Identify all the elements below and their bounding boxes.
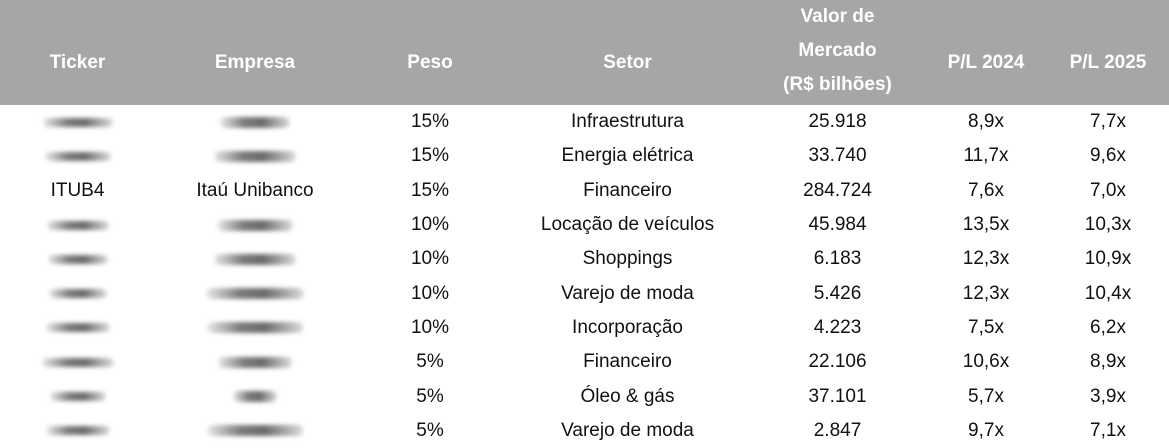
cell-ticker — [0, 414, 155, 448]
cell-pl2025: 10,4x — [1084, 282, 1132, 304]
header-setor: Setor — [505, 0, 750, 105]
empresa-redacted-blur — [220, 117, 290, 128]
empresa-redacted-blur — [233, 391, 277, 402]
cell-empresa — [155, 379, 355, 413]
empresa-redacted-blur — [206, 288, 304, 299]
ticker-redacted-blur — [49, 289, 107, 298]
cell-setor: Óleo & gás — [580, 385, 675, 407]
cell-peso: 10% — [410, 214, 450, 236]
cell-valor: 22.106 — [808, 351, 867, 373]
cell-pl2025: 10,9x — [1084, 248, 1132, 270]
header-valor-line2: Mercado — [798, 40, 877, 61]
empresa-redacted-blur — [217, 220, 293, 231]
table-row — [0, 174, 1169, 208]
cell-setor: Varejo de moda — [561, 419, 694, 441]
ticker-redacted-blur — [42, 358, 114, 367]
empresa-redacted-blur — [207, 322, 303, 333]
cell-setor: Infraestrutura — [571, 111, 684, 133]
ticker-redacted-blur — [45, 152, 111, 161]
cell-pl2025: 7,1x — [1090, 419, 1126, 441]
cell-ticker — [0, 139, 155, 173]
table-header — [0, 0, 1169, 105]
table-row — [0, 414, 1169, 448]
header-ticker: Ticker — [0, 0, 155, 105]
cell-valor: 6.183 — [813, 248, 862, 270]
table-row — [0, 105, 1169, 139]
ticker-redacted-blur — [46, 323, 110, 332]
cell-empresa: Itaú Unibanco — [196, 179, 314, 201]
cell-ticker: ITUB4 — [50, 179, 105, 201]
cell-empresa — [155, 345, 355, 379]
empresa-redacted-blur — [214, 254, 296, 265]
table-row — [0, 276, 1169, 310]
cell-pl2024: 8,9x — [968, 111, 1004, 133]
cell-setor: Varejo de moda — [561, 282, 694, 304]
cell-empresa — [155, 311, 355, 345]
cell-pl2025: 8,9x — [1090, 351, 1126, 373]
cell-empresa — [155, 242, 355, 276]
header-empresa: Empresa — [155, 0, 355, 105]
table-body — [0, 105, 1169, 448]
table-row — [0, 208, 1169, 242]
cell-empresa — [155, 276, 355, 310]
cell-peso: 15% — [410, 179, 450, 201]
cell-empresa — [155, 139, 355, 173]
cell-pl2025: 10,3x — [1084, 214, 1132, 236]
cell-pl2024: 10,6x — [962, 351, 1010, 373]
cell-peso: 5% — [416, 419, 444, 441]
cell-peso: 10% — [410, 248, 450, 270]
cell-ticker — [0, 242, 155, 276]
header-peso: Peso — [355, 0, 505, 105]
cell-empresa — [155, 414, 355, 448]
header-valor-line1: Valor de — [800, 6, 875, 27]
cell-pl2024: 12,3x — [962, 248, 1010, 270]
empresa-redacted-blur — [214, 151, 296, 162]
cell-ticker — [0, 208, 155, 242]
ticker-redacted-blur — [48, 255, 108, 264]
header-pl-2024: P/L 2024 — [925, 0, 1047, 105]
cell-setor: Shoppings — [582, 248, 673, 270]
ticker-redacted-blur — [46, 426, 110, 435]
cell-pl2024: 7,6x — [968, 179, 1004, 201]
cell-pl2024: 9,7x — [968, 419, 1004, 441]
cell-ticker — [0, 105, 155, 139]
table-row — [0, 139, 1169, 173]
cell-valor: 2.847 — [813, 419, 862, 441]
cell-pl2025: 7,0x — [1090, 179, 1126, 201]
cell-pl2024: 13,5x — [962, 214, 1010, 236]
cell-valor: 25.918 — [808, 111, 867, 133]
cell-peso: 10% — [410, 282, 450, 304]
cell-pl2024: 11,7x — [963, 145, 1009, 167]
table-row — [0, 345, 1169, 379]
cell-ticker — [0, 379, 155, 413]
cell-ticker — [0, 311, 155, 345]
cell-empresa — [155, 105, 355, 139]
cell-peso: 5% — [416, 385, 444, 407]
empresa-redacted-blur — [207, 425, 303, 436]
cell-setor: Locação de veículos — [540, 214, 715, 236]
cell-pl2024: 7,5x — [968, 316, 1004, 338]
cell-peso: 15% — [410, 111, 450, 133]
cell-peso: 10% — [410, 316, 450, 338]
cell-peso: 15% — [410, 145, 450, 167]
header-valor-line3: (R$ bilhões) — [783, 74, 892, 95]
table-row — [0, 311, 1169, 345]
cell-valor: 33.740 — [808, 145, 867, 167]
cell-pl2024: 5,7x — [968, 385, 1004, 407]
cell-ticker — [0, 276, 155, 310]
cell-valor: 37.101 — [808, 385, 867, 407]
cell-setor: Energia elétrica — [561, 145, 694, 167]
cell-valor: 284.724 — [803, 179, 872, 201]
cell-pl2024: 12,3x — [962, 282, 1010, 304]
cell-pl2025: 6,2x — [1090, 316, 1126, 338]
cell-setor: Financeiro — [583, 179, 672, 201]
empresa-redacted-blur — [218, 357, 292, 368]
cell-valor: 4.223 — [813, 316, 862, 338]
cell-setor: Financeiro — [583, 351, 672, 373]
cell-pl2025: 9,6x — [1090, 145, 1126, 167]
header-row — [0, 0, 1169, 105]
ticker-redacted-blur — [47, 221, 109, 230]
header-pl-2025: P/L 2025 — [1047, 0, 1169, 105]
header-valor-mercado — [750, 0, 925, 105]
table-row — [0, 379, 1169, 413]
cell-setor: Incorporação — [572, 316, 683, 338]
cell-valor: 5.426 — [813, 282, 862, 304]
cell-pl2025: 3,9x — [1090, 385, 1126, 407]
cell-pl2025: 7,7x — [1090, 111, 1126, 133]
cell-ticker — [0, 345, 155, 379]
cell-peso: 5% — [416, 351, 444, 373]
ticker-redacted-blur — [43, 118, 113, 127]
ticker-redacted-blur — [50, 392, 106, 401]
cell-empresa — [155, 208, 355, 242]
cell-valor: 45.984 — [808, 214, 867, 236]
table-row — [0, 242, 1169, 276]
